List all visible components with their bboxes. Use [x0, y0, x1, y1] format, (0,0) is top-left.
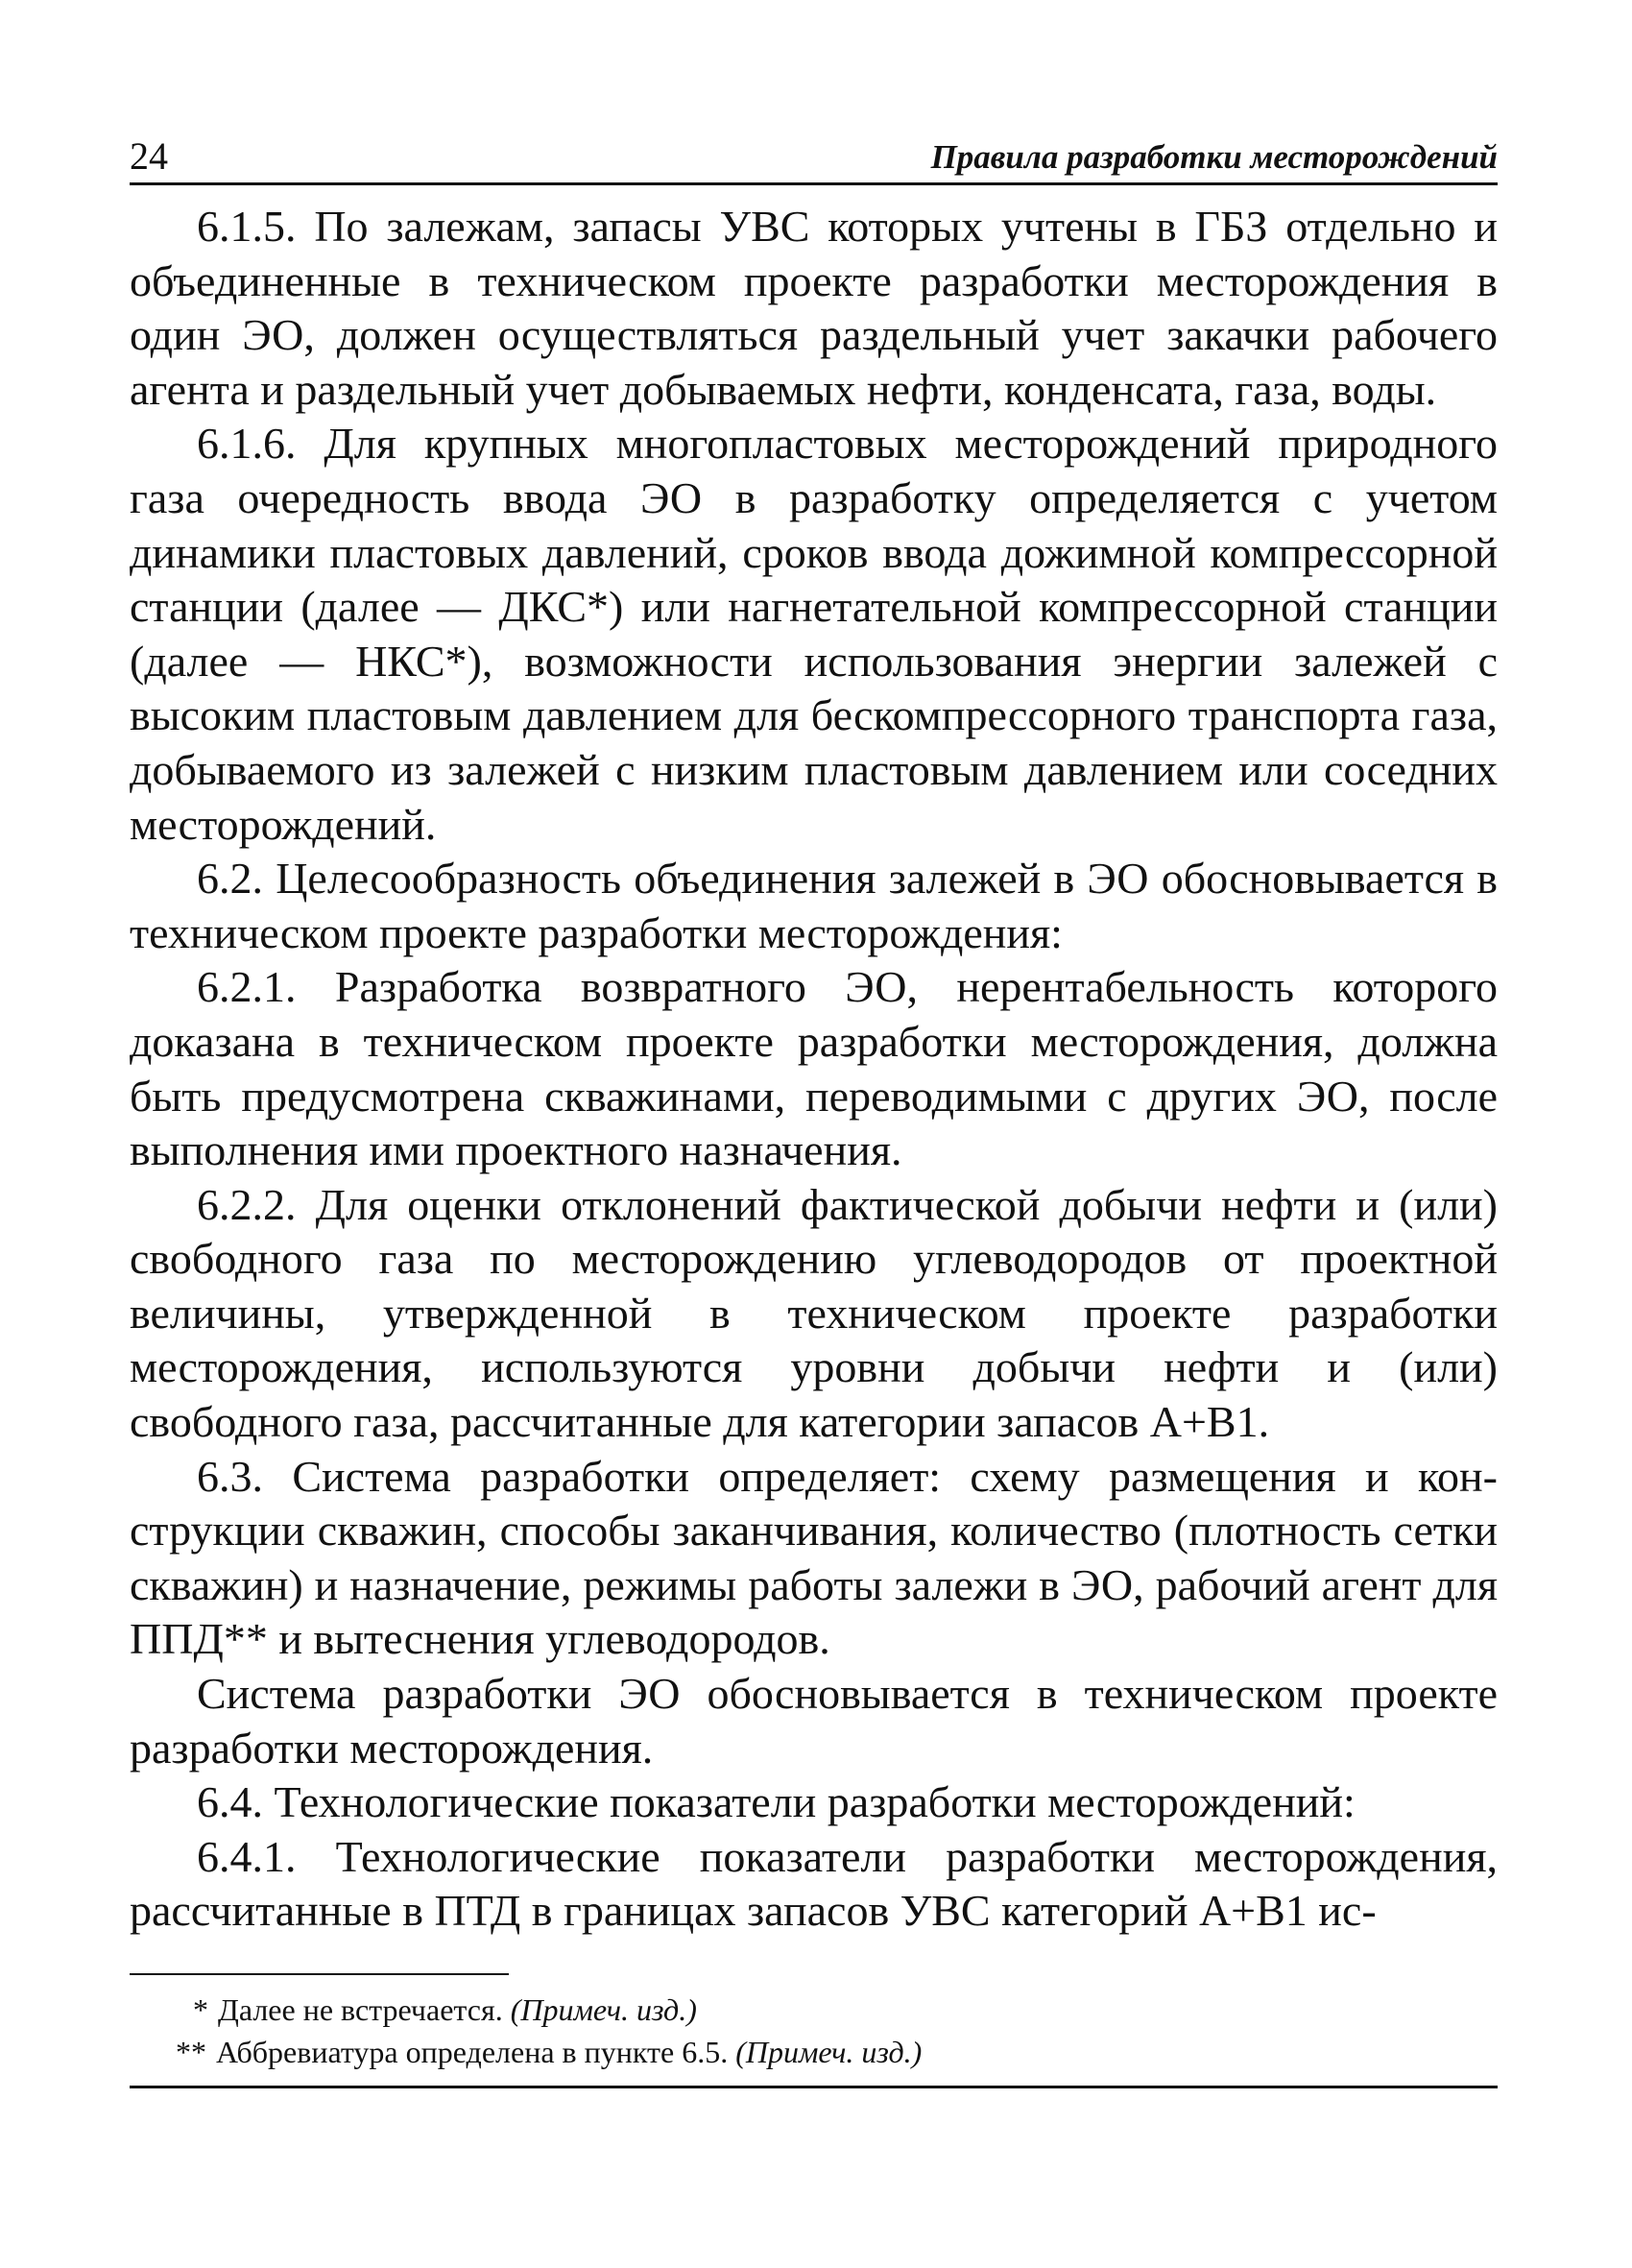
footnote-2 [130, 2031, 1498, 2073]
page-header [130, 133, 1498, 185]
paragraph-6-2: 6.2. Целесообразность объединения залежей в ЭО обосновывается в техническом проекте разработки месторождения: [130, 854, 1498, 957]
paragraph-6-4-1: 6.4.1. Технологические показатели разработки месторождения, рассчитанные в ПТД в границах запасов УВС категорий А+В1 ис- [130, 1831, 1498, 1936]
footnote-1 [130, 1989, 1498, 2031]
paragraph-6-2-2: 6.2.2. Для оценки отклонений фактической добычи нефти и (или) свободного газа по месторождению углеводородов от проектной величины, утвержденной в техническом проекте разработки месторождения, используются уровни добычи нефти и (или) свободного газа, рассчитанные для категории запасов А+В1. [130, 1179, 1498, 1447]
main-text [130, 200, 1498, 1939]
footnote-note: (Примеч. изд.) [735, 2035, 923, 2069]
footnotes [130, 1973, 1498, 2073]
footnote-mark: ** [176, 2035, 206, 2069]
paragraph-system: Система разработки ЭО обосновывается в техническом проекте разработки месторождения. [130, 1669, 1498, 1773]
footnote-text: Далее не встречается. [218, 1992, 503, 2027]
paragraph-6-2-1: 6.2.1. Разработка возвратного ЭО, нерентабельность которого доказана в техническом проекте разработки месторождения, должна быть предусмотрена скважинами, переводимыми с других ЭО, после выполнения ими проектного назначения. [130, 962, 1498, 1175]
footnote-rule [130, 1973, 509, 1975]
paragraph-6-1-6: 6.1.6. Для крупных многопластовых месторождений природного газа очередность ввода ЭО в разработку определяется с учетом динамики пластовых давлений, сроков ввода дожимной компрессорной станции (далее — ДКС*) или нагнетательной компрессорной станции (далее — НКС*), возможности использования энергии залежей с высоким пластовым давлением для бескомпрессорного транспорта газа, добываемого из залежей с низким пластовым давлением или соседних месторождений. [130, 419, 1498, 849]
paragraph-6-3: 6.3. Система разработки определяет: схему размещения и конструкции скважин, способы заканчивания, количество (плотность сетки скважин) и назначение, режимы работы залежи в ЭО, рабочий агент для ППД** и вытеснения углеводородов. [130, 1451, 1498, 1664]
page-number: 24 [130, 134, 168, 178]
paragraph-6-4: 6.4. Технологические показатели разработки месторождений: [197, 1777, 1356, 1827]
paragraph-6-1-5: 6.1.5. По залежам, запасы УВС которых учтены в ГБЗ отдельно и объединенные в техническом проекте разработки месторождения в один ЭО, должен осуществляться раздельный учет закачки рабочего агента и раздельный учет добываемых нефти, конденсата, газа, воды. [130, 202, 1498, 414]
footnote-mark: * [193, 1992, 208, 2027]
running-title: Правила разработки месторождений [930, 138, 1498, 176]
footnote-note: (Примеч. изд.) [510, 1992, 697, 2027]
footnote-text: Аббревиатура определена в пункте 6.5. [216, 2035, 729, 2069]
bottom-rule [130, 2086, 1498, 2088]
